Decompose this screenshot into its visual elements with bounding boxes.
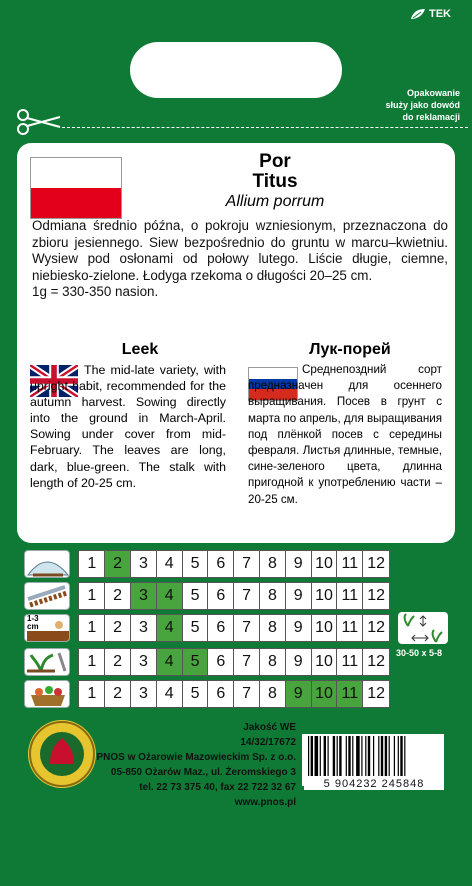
barcode-bar [324, 736, 326, 776]
barcode-bar [404, 736, 405, 776]
month-cell: 7 [234, 583, 260, 609]
barcode-bar [394, 736, 395, 776]
product-variety: Titus [252, 171, 298, 192]
month-cell: 7 [234, 551, 260, 577]
leaf-logo-icon [410, 8, 426, 20]
month-cell: 5 [183, 615, 209, 641]
month-cell: 9 [286, 551, 312, 577]
month-cell: 6 [208, 649, 234, 675]
month-cell: 8 [260, 551, 286, 577]
month-cell: 12 [367, 587, 385, 604]
month-cell: 10 [312, 681, 338, 707]
month-cell: 12 [367, 619, 385, 636]
month-cell: 7 [234, 681, 260, 707]
product-name: Por [259, 151, 291, 172]
month-cell: 2 [105, 649, 131, 675]
pl-text: Odmiana średnio późna, o pokroju wzniesionym, przeznaczona do zbioru jesiennego. Siew bezpośrednio do gruntu w marcu–kwietniu. Wysiew pod osłonami od połowy lutego. Liście długie, ciemne, niebiesko-zielone. Łodyga rzekoma o długości 20–25 cm. [32, 218, 448, 283]
barcode-bar [328, 736, 329, 776]
month-grid [78, 550, 390, 578]
english-description: The mid-late variety, with upright habit, recommended for the autumn harvest. Sowing directly into the ground in March-April. Sowing under cover from mid-February. The leaves are long, dark, blue-green. The stalk with length of 20-25 cm. [30, 363, 226, 490]
polish-description [32, 218, 448, 301]
month-cell: 4 [157, 551, 183, 577]
greenhouse-icon [24, 550, 70, 578]
month-cell: 3 [131, 681, 157, 707]
pnos-logo [28, 720, 96, 788]
scissors-icon [16, 108, 62, 136]
barcode-bar [381, 736, 383, 776]
month-cell: 2 [105, 615, 131, 641]
barcode-bar [373, 736, 374, 776]
calendar-row-planting [24, 648, 390, 676]
month-cell: 6 [208, 551, 234, 577]
polish-flag-icon [30, 157, 122, 219]
month-cell: 1 [79, 615, 105, 641]
month-cell: 2 [105, 551, 131, 577]
barcode-bar [311, 736, 313, 776]
month-cell: 3 [131, 615, 157, 641]
month-grid [78, 582, 390, 610]
month-cell: 9 [286, 615, 312, 641]
month-cell: 1 [79, 551, 105, 577]
month-cell: 3 [131, 649, 157, 675]
month-cell: 4 [157, 583, 183, 609]
calendar-row-greenhouse [24, 550, 390, 578]
company-info [90, 720, 296, 810]
notice-line: do reklamacji [402, 112, 460, 122]
month-cell: 9 [286, 649, 312, 675]
barcode-bar [400, 736, 402, 776]
month-cell: 5 [183, 583, 209, 609]
month-cell: 6 [208, 681, 234, 707]
hang-hole [130, 42, 342, 98]
company-code: 14/32/17672 [240, 737, 296, 748]
month-cell: 2 [105, 583, 131, 609]
company-name: PNOS w Ożarowie Mazowieckim Sp. z o.o. [96, 752, 296, 763]
barcode-bar [352, 736, 353, 776]
month-cell: 8 [260, 649, 286, 675]
month-cell: 11 [337, 551, 363, 577]
barcode-bar [315, 736, 319, 776]
month-cell: 12 [367, 685, 385, 702]
notice-line: służy jako dowód [385, 100, 460, 110]
company-web: www.pnos.pl [234, 797, 296, 808]
month-cell: 8 [260, 615, 286, 641]
english-heading: Leek [121, 341, 159, 358]
barcode-bar [339, 736, 341, 776]
barcode-bar [389, 736, 390, 776]
month-cell: 11 [337, 583, 363, 609]
complaint-notice [385, 87, 460, 123]
month-cell: 12 [367, 653, 385, 670]
product-title [180, 152, 370, 212]
month-cell: 4 [157, 649, 183, 675]
brand-name: TEK [429, 8, 451, 20]
month-cell: 11 [337, 615, 363, 641]
company-phone: tel. 22 73 375 40, fax 22 722 32 67 [139, 782, 296, 793]
barcode-bar [378, 736, 379, 776]
month-cell: 9 [286, 583, 312, 609]
month-cell: 7 [234, 615, 260, 641]
company-address: 05-850 Ożarów Maz., ul. Żeromskiego 3 [110, 767, 296, 778]
month-cell: 4 [157, 681, 183, 707]
spacing-icon [398, 612, 448, 644]
month-cell: 1 [79, 649, 105, 675]
barcode-bars [302, 734, 444, 780]
month-cell: 6 [208, 583, 234, 609]
month-cell: 4 [157, 615, 183, 641]
russian-heading: Лук-порей [309, 341, 391, 358]
month-grid [78, 680, 390, 708]
month-cell: 3 [131, 551, 157, 577]
quality-mark: Jakość WE [243, 722, 296, 733]
barcode-bar [308, 736, 309, 776]
pl-weight: 1g = 330-350 nasion. [32, 284, 159, 299]
month-cell: 10 [312, 615, 338, 641]
depth-label: 1-3 cm [27, 614, 39, 631]
sowing-depth-icon [24, 614, 70, 642]
seed-tray-icon [24, 582, 70, 610]
brand [410, 8, 451, 20]
calendar-row-seed-tray [24, 582, 390, 610]
barcode-bar [333, 736, 335, 776]
barcode-bar [368, 736, 370, 776]
month-cell: 1 [79, 681, 105, 707]
month-cell: 3 [131, 583, 157, 609]
month-cell: 9 [286, 681, 312, 707]
russian-description: Среднепоздний сорт предназначен для осеннего выращивания. Посев в грунт с марта по апрель, для выращивания под плёнкой посев с середины февраля. Листья длинные, темные, сине-зеленого цвета, длинна пригодной к употреблению части – 20-25 см. [248, 363, 442, 506]
month-cell: 8 [260, 583, 286, 609]
month-cell: 2 [105, 681, 131, 707]
barcode-bar [365, 736, 366, 776]
month-cell: 12 [367, 555, 385, 572]
notice-line: Opakowanie [406, 88, 460, 98]
product-latin: Allium porrum [225, 193, 325, 210]
month-cell: 1 [79, 583, 105, 609]
harvest-basket-icon [24, 680, 70, 708]
month-cell: 10 [312, 551, 338, 577]
barcode-bar [348, 736, 350, 776]
month-cell: 10 [312, 649, 338, 675]
month-cell: 11 [337, 649, 363, 675]
barcode-bar [398, 736, 399, 776]
barcode-bar [385, 736, 387, 776]
cut-line [62, 127, 468, 128]
month-cell: 11 [337, 681, 363, 707]
spacing-label: 30-50 x 5-8 [396, 648, 443, 658]
barcode-bar [356, 736, 360, 776]
month-cell: 5 [183, 649, 209, 675]
barcode-bar [320, 736, 321, 776]
barcode-bar [361, 736, 362, 776]
planting-icon [24, 648, 70, 676]
month-cell: 10 [312, 583, 338, 609]
month-cell: 8 [260, 681, 286, 707]
month-cell: 5 [183, 681, 209, 707]
barcode-bar [346, 736, 347, 776]
calendar-row-harvest [24, 680, 390, 708]
month-cell: 5 [183, 551, 209, 577]
calendar-row-sowing-depth [24, 614, 390, 642]
barcode-bar [337, 736, 338, 776]
month-cell: 7 [234, 649, 260, 675]
month-grid [78, 648, 390, 676]
barcode-number: 5 904232 245848 [304, 778, 444, 790]
month-cell: 6 [208, 615, 234, 641]
month-grid [78, 614, 390, 642]
